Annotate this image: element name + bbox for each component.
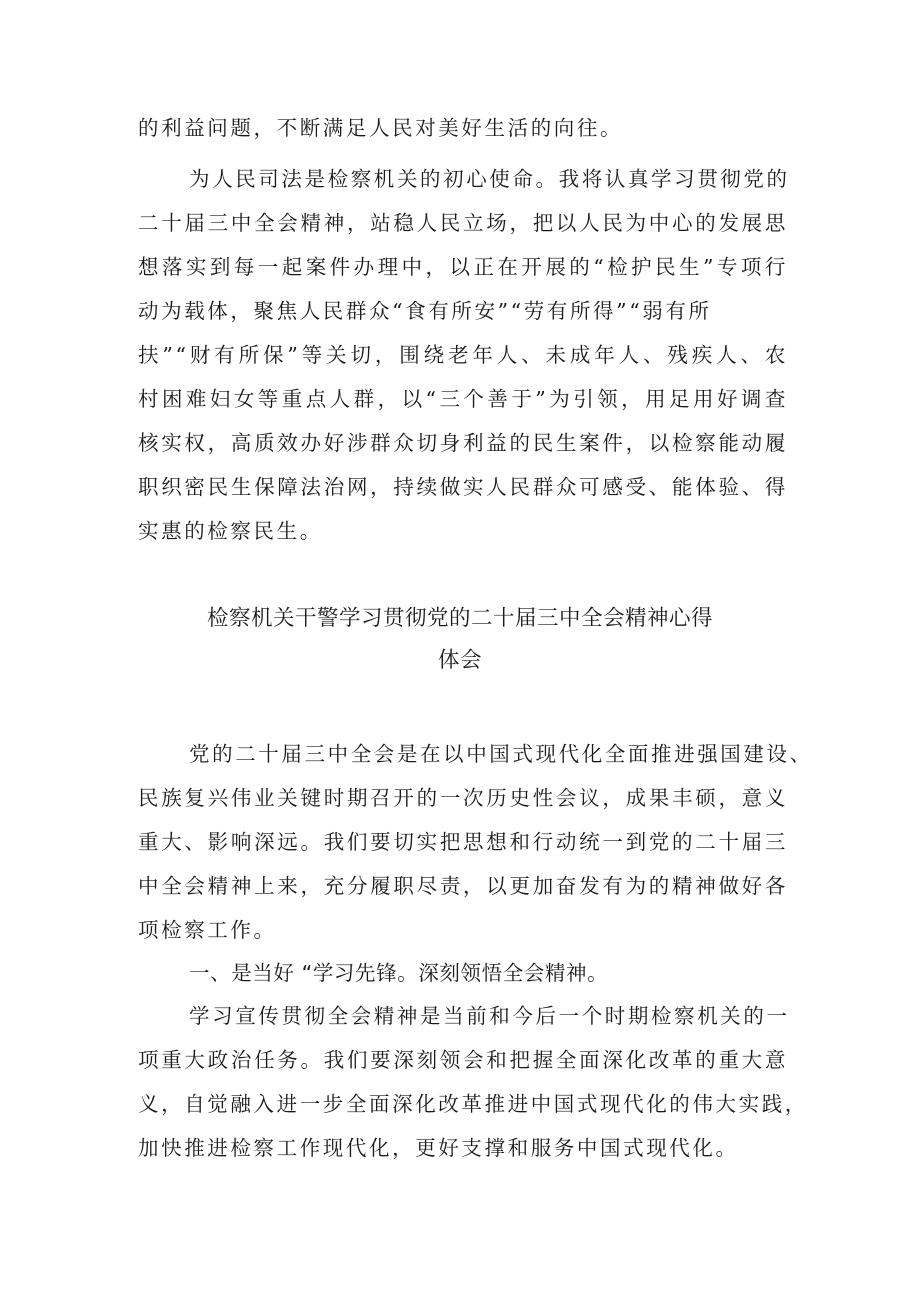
paragraph-line: 想落实到每一起案件办理中，以正在开展的“检护民生”专项行 bbox=[138, 255, 788, 279]
article-title-line-1: 检察机关干警学习贯彻党的二十届三中全会精神心得 bbox=[206, 606, 713, 631]
paragraph-line: 核实权，高质效办好涉群众切身利益的民生案件，以检察能动履 bbox=[138, 431, 788, 455]
paragraph-line: 项检察工作。 bbox=[138, 918, 277, 942]
paragraph-line: 为人民司法是检察机关的初心使命。我将认真学习贯彻党的 bbox=[189, 167, 790, 191]
paragraph-line: 扶”“财有所保”等关切，围绕老年人、未成年人、残疾人、农 bbox=[138, 343, 788, 367]
paragraph-line: 的利益问题，不断满足人民对美好生活的向往。 bbox=[138, 116, 624, 140]
paragraph-line: 中全会精神上来，充分履职尽责，以更加奋发有为的精神做好各 bbox=[138, 874, 788, 898]
section-heading: 一、是当好 “学习先锋。深刻领悟全会精神。 bbox=[189, 961, 609, 985]
paragraph-line: 加快推进检察工作现代化，更好支撑和服务中国式现代化。 bbox=[138, 1136, 739, 1160]
paragraph-line: 村困难妇女等重点人群，以“三个善于”为引领，用足用好调查 bbox=[138, 387, 788, 411]
paragraph-line: 动为载体，聚焦人民群众“食有所安”“劳有所得”“弱有所 bbox=[138, 299, 712, 323]
paragraph-line: 重大、影响深远。我们要切实把思想和行动统一到党的二十届三 bbox=[138, 830, 788, 854]
article-title-line-2: 体会 bbox=[437, 648, 482, 673]
paragraph-line: 二十届三中全会精神，站稳人民立场，把以人民为中心的发展思 bbox=[138, 211, 788, 235]
paragraph-line: 义，自觉融入进一步全面深化改革推进中国式现代化的伟大实践， bbox=[138, 1092, 808, 1116]
paragraph-line: 职织密民生保障法治网，持续做实人民群众可感受、能体验、得 bbox=[138, 475, 788, 499]
paragraph-line: 党的二十届三中全会是在以中国式现代化全面推进强国建设、 bbox=[189, 742, 813, 766]
paragraph-line: 民族复兴伟业关键时期召开的一次历史性会议，成果丰硕，意义 bbox=[138, 786, 788, 810]
paragraph-line: 实惠的检察民生。 bbox=[138, 519, 323, 543]
paragraph-line: 项重大政治任务。我们要深刻领会和把握全面深化改革的重大意 bbox=[138, 1048, 788, 1072]
paragraph-line: 学习宣传贯彻全会精神是当前和今后一个时期检察机关的一 bbox=[189, 1004, 790, 1028]
